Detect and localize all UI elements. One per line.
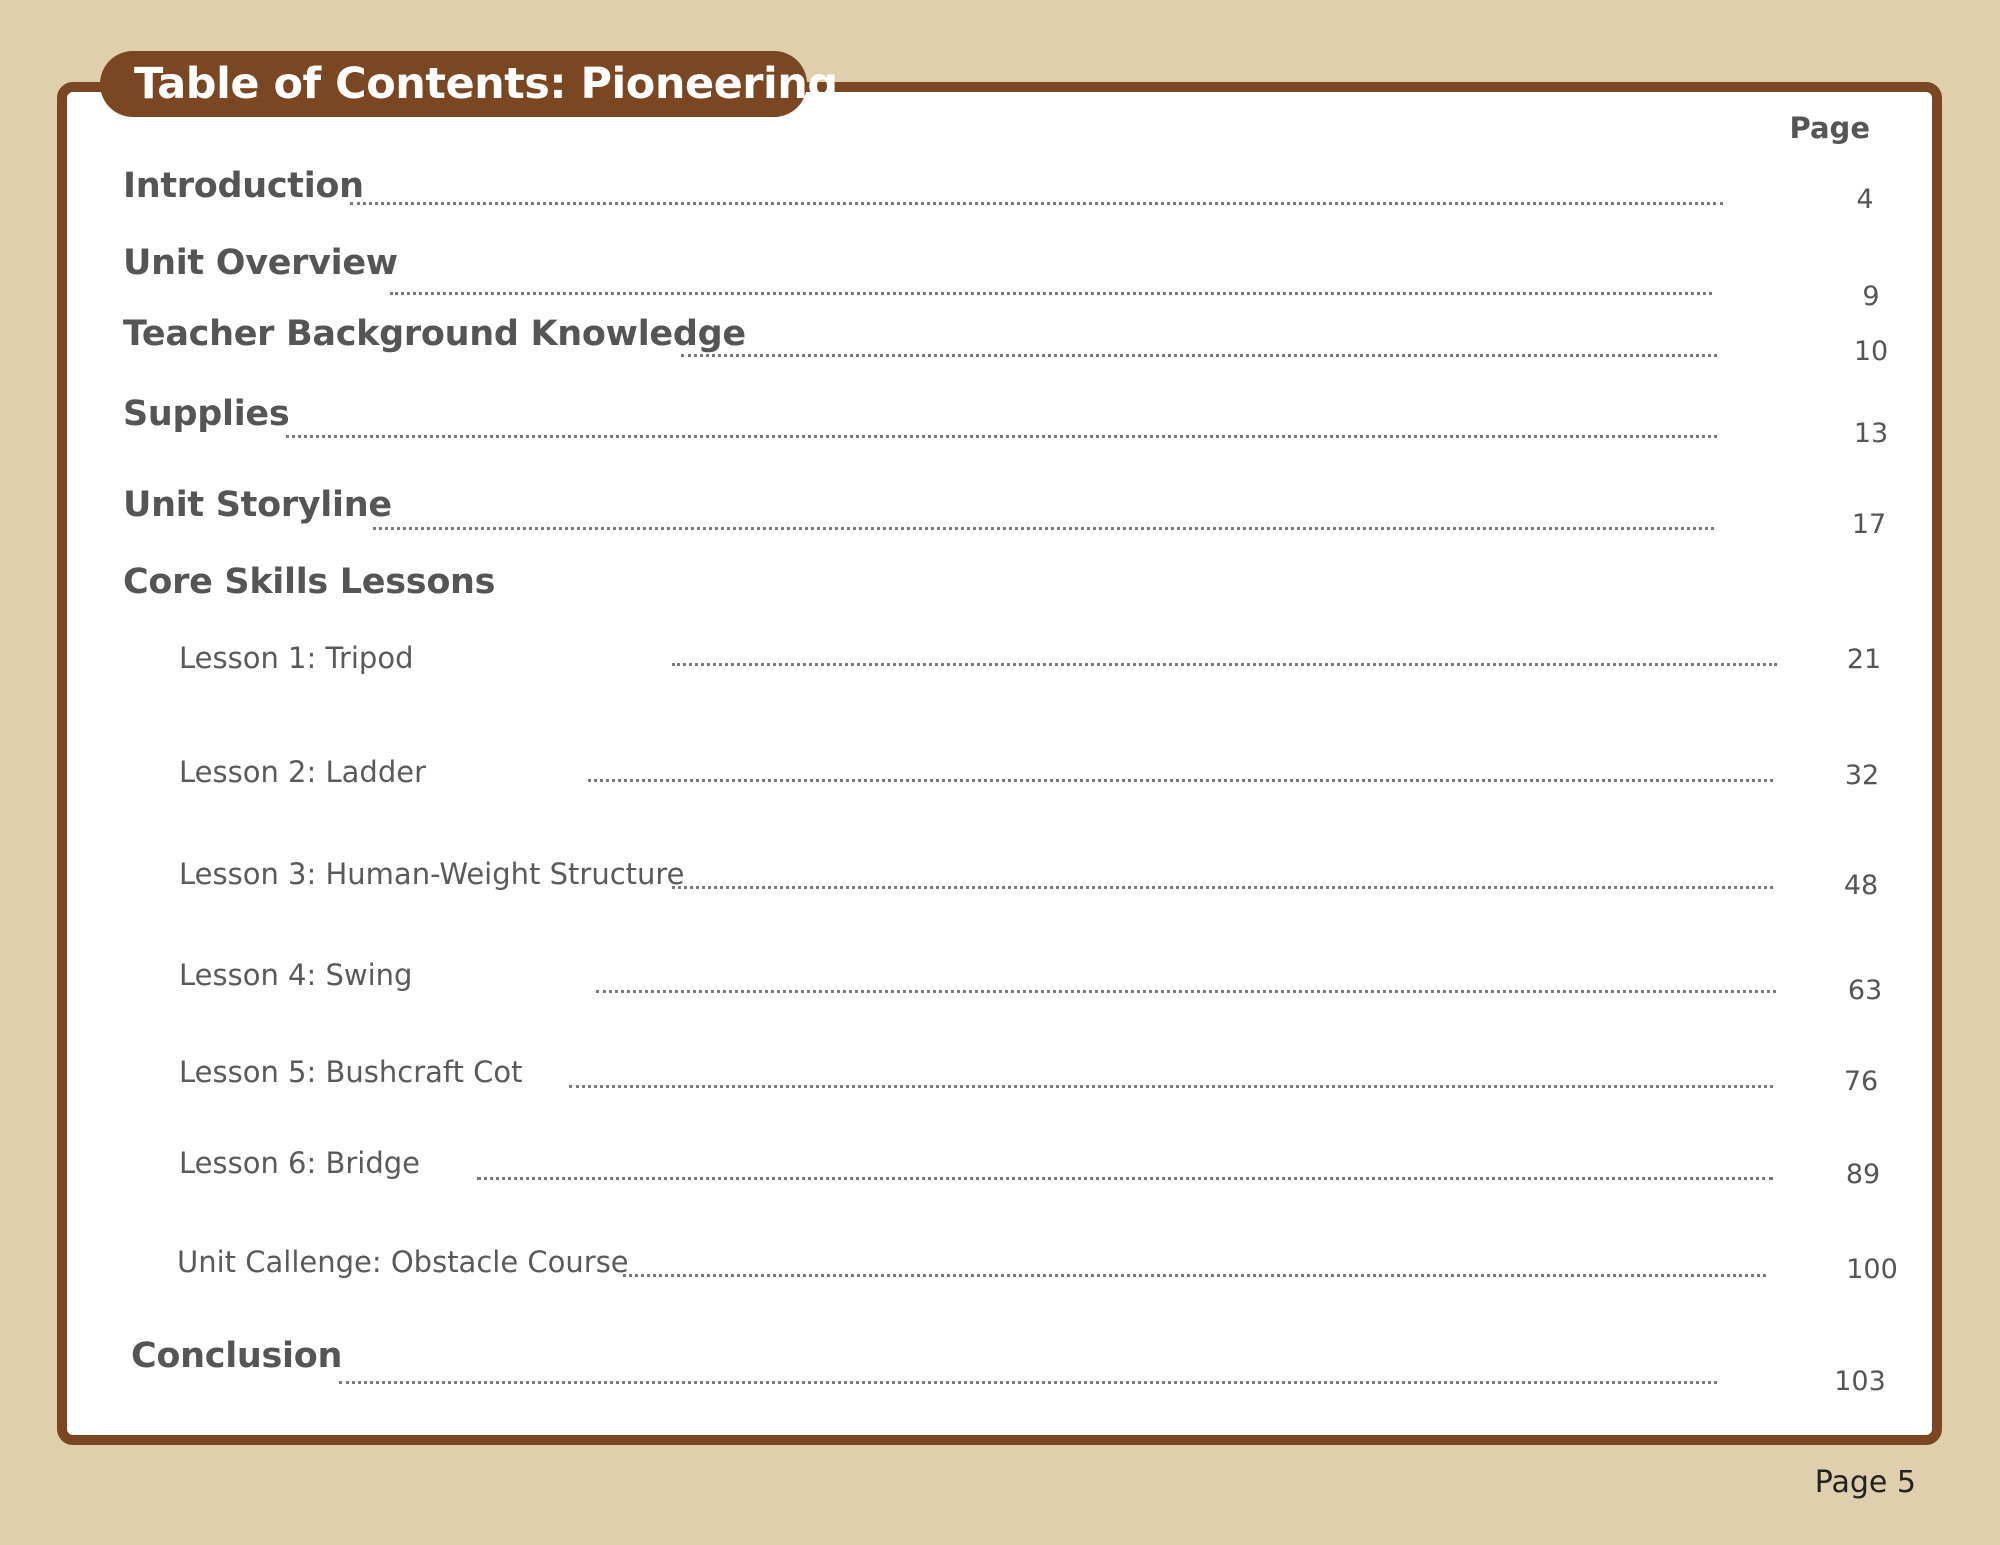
dot-leader <box>339 1381 1717 1384</box>
toc-entry-core-skills-lessons[interactable] <box>123 551 1880 601</box>
dot-leader <box>286 435 1717 438</box>
toc-entry-label: Unit Overview <box>123 242 398 283</box>
dot-leader <box>672 886 1773 889</box>
toc-entry-unit-challenge[interactable] <box>177 1229 1898 1285</box>
toc-entry-page: 13 <box>1853 418 1889 449</box>
toc-entry-label: Lesson 6: Bridge <box>179 1146 421 1181</box>
dot-leader <box>569 1085 1773 1088</box>
dot-leader <box>672 663 1777 666</box>
toc-entry-label: Introduction <box>123 165 364 206</box>
toc-entry-page: 21 <box>1846 644 1882 675</box>
dot-leader <box>596 990 1776 993</box>
toc-entry-page: 9 <box>1862 281 1880 312</box>
page-column-header: Page <box>1789 111 1870 145</box>
toc-entry-page: 103 <box>1834 1366 1886 1397</box>
toc-entry-page: 63 <box>1847 975 1883 1006</box>
toc-entry-page: 100 <box>1846 1254 1898 1285</box>
toc-entry-label: Lesson 5: Bushcraft Cot <box>179 1055 523 1090</box>
toc-entry-label: Lesson 1: Tripod <box>179 641 414 676</box>
dot-leader <box>623 1274 1766 1277</box>
dot-leader <box>681 354 1717 357</box>
dot-leader <box>373 527 1714 530</box>
toc-entry-lesson-4[interactable] <box>179 942 1883 1006</box>
toc-entry-page: 10 <box>1853 336 1889 367</box>
toc-entry-lesson-1[interactable] <box>179 625 1880 675</box>
toc-entry-supplies[interactable] <box>123 383 1889 449</box>
toc-entry-label: Teacher Background Knowledge <box>123 313 746 354</box>
page-number: Page 5 <box>1814 1465 1916 1500</box>
toc-entry-conclusion[interactable] <box>131 1325 1886 1397</box>
dot-leader <box>477 1177 1773 1180</box>
toc-entry-lesson-3[interactable] <box>179 841 1880 901</box>
toc-entry-label: Supplies <box>123 393 290 434</box>
toc-entry-unit-storyline[interactable] <box>123 474 1887 540</box>
toc-entry-page: 48 <box>1843 870 1879 901</box>
toc-entry-lesson-5[interactable] <box>179 1039 1880 1097</box>
dot-leader <box>588 779 1773 782</box>
toc-entry-page: 4 <box>1856 184 1874 215</box>
dot-leader <box>390 292 1712 295</box>
toc-entry-lesson-6[interactable] <box>179 1130 1881 1190</box>
toc-entry-label: Lesson 4: Swing <box>179 958 413 993</box>
toc-entry-unit-overview[interactable] <box>123 232 1880 312</box>
toc-entry-introduction[interactable] <box>123 155 1880 215</box>
toc-entry-page: 89 <box>1845 1159 1881 1190</box>
toc-entry-page: 32 <box>1844 760 1880 791</box>
toc-entry-teacher-background-knowledge[interactable] <box>123 303 1889 367</box>
toc-entry-label: Core Skills Lessons <box>123 561 496 602</box>
toc-entry-label: Conclusion <box>131 1335 343 1376</box>
dot-leader <box>350 202 1723 205</box>
toc-entry-page: 17 <box>1851 509 1887 540</box>
page-title: Table of Contents: Pioneering <box>100 51 807 117</box>
toc-entry-label: Unit Storyline <box>123 484 392 525</box>
toc-entry-page: 76 <box>1843 1066 1879 1097</box>
toc-entry-lesson-2[interactable] <box>179 739 1880 789</box>
toc-entry-label: Lesson 2: Ladder <box>179 755 426 790</box>
toc-entry-label: Unit Callenge: Obstacle Course <box>177 1245 629 1280</box>
toc-entry-label: Lesson 3: Human-Weight Structure <box>179 857 685 892</box>
